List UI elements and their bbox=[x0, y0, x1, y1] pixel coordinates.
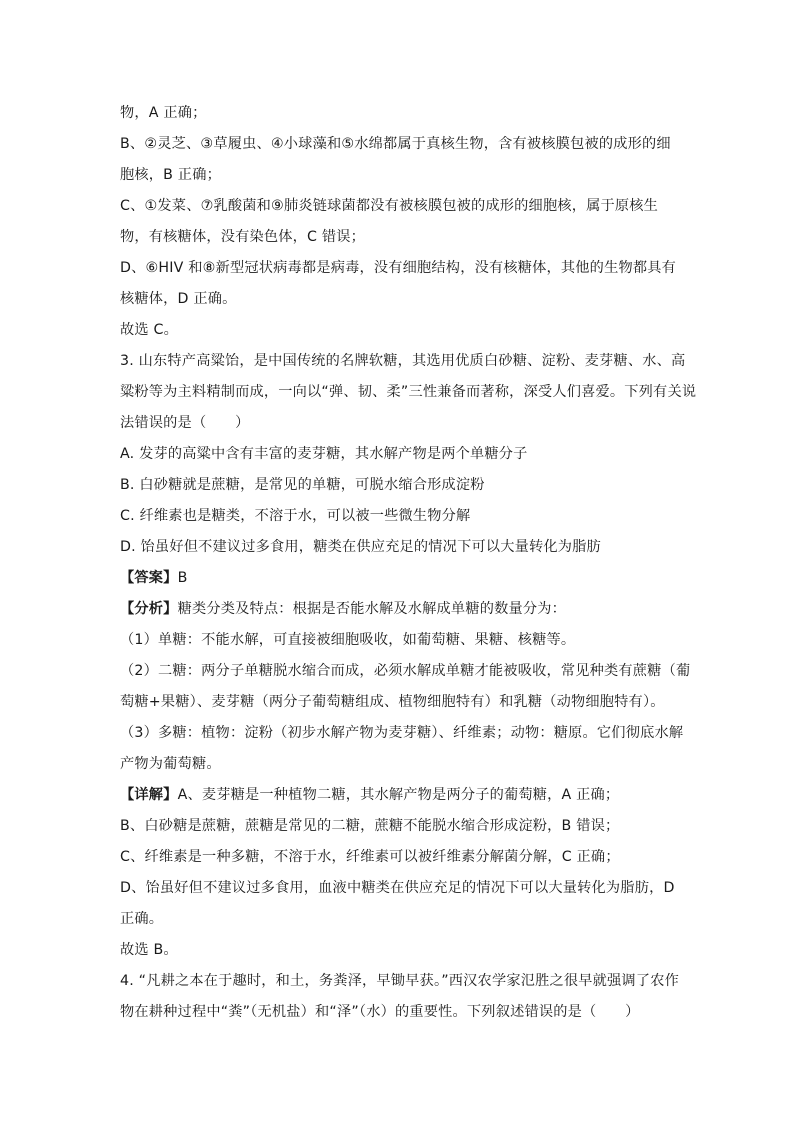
analysis-line bbox=[120, 599, 680, 619]
analysis-text: 糖类分类及特点：根据是否能水解及水解成单糖的数量分为： bbox=[177, 601, 567, 617]
text-line: C、纤维素是一种多糖，不溶于水，纤维素可以被纤维素分解菌分解，C 正确； bbox=[120, 849, 620, 865]
text-line: （1）单糖：不能水解，可直接被细胞吸收，如葡萄糖、果糖、核糖等。 bbox=[120, 632, 576, 648]
text-line: D、⑥HIV 和⑧新型冠状病毒都是病毒，没有细胞结构，没有核糖体，其他的生物都具有 bbox=[120, 260, 677, 276]
text-line: C、①发菜、⑦乳酸菌和⑨肺炎链球菌都没有被核膜包被的成形的细胞核，属于原核生 bbox=[120, 198, 659, 214]
answer-label: 【答案】 bbox=[120, 570, 178, 586]
question-4-line: 4. “凡耕之本在于趣时，和土，务粪泽，早锄早获。”西汉农学家氾胜之很早就强调了农作 bbox=[120, 973, 679, 989]
text-line: 物，A 正确； bbox=[120, 105, 207, 121]
text-line: （2）二糖：两分子单糖脱水缩合而成，必须水解成单糖才能被吸收，常见种类有蔗糖（葡 bbox=[120, 663, 691, 679]
text-line: （3）多糖：植物：淀粉（初步水解产物为麦芽糖）、纤维素；动物：糖原。它们彻底水解 bbox=[120, 725, 684, 741]
option-c: C. 纤维素也是糖类，不溶于水，可以被一些微生物分解 bbox=[120, 508, 471, 524]
text-line: 物，有核糖体，没有染色体，C 错误； bbox=[120, 229, 366, 245]
text-line: 核糖体，D 正确。 bbox=[120, 291, 237, 307]
detail-label: 【详解】 bbox=[120, 787, 178, 803]
detail-line bbox=[120, 785, 680, 805]
answer-value: B bbox=[177, 570, 188, 586]
text-line: 胞核，B 正确； bbox=[120, 167, 221, 183]
analysis-label: 【分析】 bbox=[120, 601, 178, 617]
text-line: B、白砂糖是蔗糖，蔗糖是常见的二糖，蔗糖不能脱水缩合形成淀粉，B 错误； bbox=[120, 818, 620, 834]
text-line: 故选 B。 bbox=[120, 942, 178, 958]
text-line: B、②灵芝、③草履虫、④小球藻和⑤水绵都属于真核生物，含有被核膜包被的成形的细 bbox=[120, 136, 671, 152]
option-a: A. 发芽的高粱中含有丰富的麦芽糖，其水解产物是两个单糖分子 bbox=[120, 446, 528, 462]
question-3-line: 3. 山东特产高粱饴，是中国传统的名牌软糖，其选用优质白砂糖、淀粉、麦芽糖、水、高 bbox=[120, 353, 686, 369]
text-line: 萄糖+果糖）、麦芽糖（两分子葡萄糖组成、植物细胞特有）和乳糖（动物细胞特有）。 bbox=[120, 694, 665, 710]
question-3-line: 法错误的是（ ） bbox=[120, 415, 250, 431]
text-line: 正确。 bbox=[120, 911, 164, 927]
option-b: B. 白砂糖就是蔗糖，是常见的单糖，可脱水缩合形成淀粉 bbox=[120, 477, 485, 493]
detail-text: A、麦芽糖是一种植物二糖，其水解产物是两分子的葡萄糖，A 正确； bbox=[177, 787, 620, 803]
text-line: D、饴虽好但不建议过多食用，血液中糖类在供应充足的情况下可以大量转化为脂肪，D bbox=[120, 880, 675, 896]
question-3-line: 粱粉等为主料精制而成，一向以“弹、韧、柔”三性兼备而著称，深受人们喜爱。下列有关说 bbox=[120, 384, 697, 400]
answer-line bbox=[120, 568, 680, 588]
text-line: 故选 C。 bbox=[120, 322, 178, 338]
question-4-line: 物在耕种过程中“粪”（无机盐）和“泽”（水）的重要性。下列叙述错误的是（ ） bbox=[120, 1004, 640, 1020]
option-d: D. 饴虽好但不建议过多食用，糖类在供应充足的情况下可以大量转化为脂肪 bbox=[120, 539, 601, 555]
text-line: 产物为葡萄糖。 bbox=[120, 756, 221, 772]
